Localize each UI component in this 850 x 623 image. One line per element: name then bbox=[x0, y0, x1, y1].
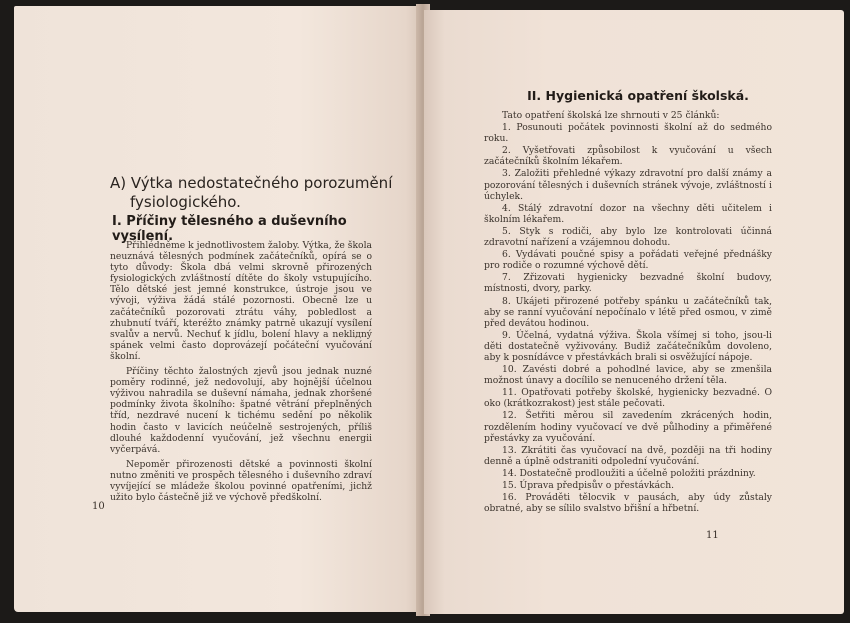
list-item: 6. Vydávati poučné spisy a pořádati veřejné přednášky pro rodiče o rozumné výchově dětí. bbox=[484, 249, 772, 272]
list-item: 1. Posunouti počátek povinnosti školní až do sedmého roku. bbox=[484, 122, 772, 145]
paragraph: Přihlédněme k jednotlivostem žaloby. Výtka, že škola neuznává tělesných podmínek začátečníků, opírá se o tyto důvody: Škola dbá velmi skrovně přirozených fysiologických zvláštností dítěte do školy vstupujícího. Tělo dětské jest jemné konstrukce, ústroje jsou ve vývoji, výživa žádá stálé pozornosti. Obecně lze u začátečníků pozorovati ztrátu váhy, pobledlost a zhubnutí tváří, kteréžto známky patrně ukazují vysílení svalův a nervů. Nechuť k jídlu, bolení hlavy a nekliдný spánek velmi často doprovázejí počáteční vyučování školní. bbox=[110, 240, 372, 362]
page-number: 11 bbox=[706, 530, 719, 541]
chapter-heading bbox=[110, 174, 410, 212]
list-item: 9. Účelná, vydatná výživa. Škola všímej si toho, jsou-li děti dostatečně vyživovány. Budiž začátečníkům dovoleno, aby k posnídávce v přestávkách brali si osvěžující nápoje. bbox=[484, 329, 772, 363]
list-item: 15. Úprava předpisův o přestávkách. bbox=[502, 480, 675, 491]
list-item: 11. Opatřovati potřeby školské, hygienicky bezvadné. O oko (krátkozrakost) jest stále pečovati. bbox=[484, 387, 772, 410]
list-item: 14. Dostatečně prodloužiti a účelně položiti prázdniny. bbox=[502, 467, 756, 479]
list-item: 8. Ukájeti přirozené potřeby spánku u začátečníků tak, aby se ranní vyučování nepočínalo v létě před osmou, v zimě před devátou hodinou. bbox=[484, 295, 772, 329]
right-page bbox=[424, 10, 844, 614]
chapter-heading-line-2: fysiologického. bbox=[130, 193, 241, 211]
left-page bbox=[14, 6, 422, 612]
list-item: 2. Vyšetřovati způsobilost k vyučování u všech začátečníků školním lékařem. bbox=[484, 145, 772, 168]
right-body-text bbox=[484, 110, 772, 514]
left-body-text bbox=[110, 240, 372, 503]
chapter-heading-line-1: A) Výtka nedostatečného porozumění bbox=[110, 174, 393, 192]
list-item: 5. Styk s rodiči, aby bylo lze kontrolovati účinná zdravotní nařízení a vzájemnou dohodu. bbox=[484, 225, 772, 249]
section-heading: I. Příčiny tělesného a duševního vysílení. bbox=[112, 214, 347, 244]
list-item: 10. Zavésti dobré a pohodlné lavice, aby se zmenšila možnost únavy a docílilo se nenuceného držení těla. bbox=[484, 364, 772, 387]
list-item: 7. Zřizovati hygienicky bezvadné školní budovy, místnosti, dvory, parky. bbox=[484, 272, 772, 295]
paragraph: Příčiny těchto žalostných zjevů jsou jednak nuzné poměry rodinné, jež nedovolují, aby hojnější účelnou výživou nahradila se duševní námaha, jednak zhoršené podmínky života školního: špatné větrání přeplněných tříd, nezdravé nucení k tichému sedění po několik hodin často v lavicích neúčelně sestrojených, příliš dlouhé každodenní vyučování, jež všechnu energii vyčerpává. bbox=[110, 366, 372, 455]
list-item: 13. Zkrátiti čas vyučovací na dvě, později na tři hodiny denně a úplně odstraniti odpolední vyučování. bbox=[484, 444, 772, 467]
list-item: 4. Stálý zdravotní dozor na všechny děti učitelem i školním lékařem. bbox=[484, 202, 772, 225]
paragraph: Nepoměr přirozenosti dětské a povinnosti školní nutno změniti ve prospěch tělesného i duševního zdraví vyvíjející se mládeže školou povinné opatřeními, jichž užito bylo částečně již ve výchově předškolní. bbox=[110, 458, 372, 504]
list-item: 3. Založiti přehledné výkazy zdravotní pro další známy a pozorování tělesných i duševních stránek vývoje, zvláštností i úchylek. bbox=[484, 168, 772, 202]
page-number: 10 bbox=[92, 501, 105, 512]
section-heading: II. Hygienická opatření školská. bbox=[527, 88, 749, 103]
list-item: Tato opatření školská lze shrnouti v 25 článků: bbox=[502, 110, 720, 121]
list-item: 16. Prováděti tělocvik v pausách, aby údy zůstaly obratné, aby se sílilo svalstvo břišní a hřbetní. bbox=[484, 492, 772, 515]
list-item: 12. Šetřiti měrou sil zavedením zkrácených hodin, rozdělením hodiny vyučovací ve dvě půlhodiny a přiměřené přestávky za vyučování. bbox=[484, 410, 772, 444]
